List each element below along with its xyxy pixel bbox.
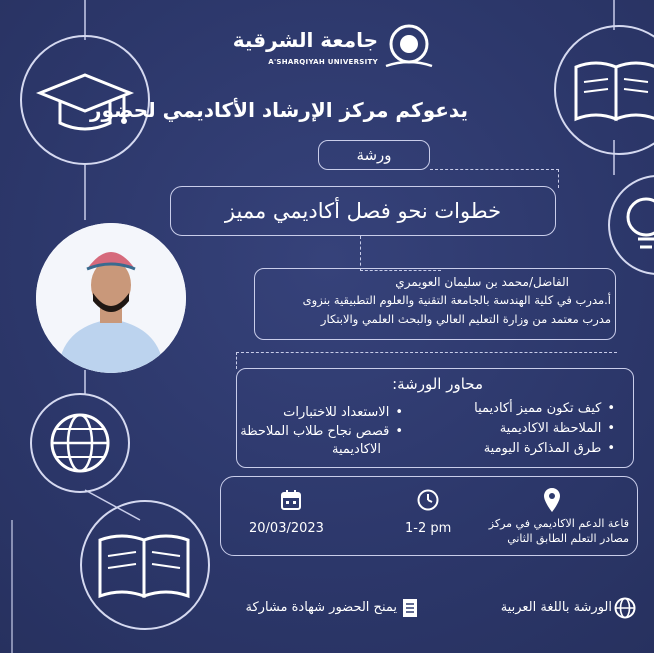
presenter-title: أ.مدرب في كلية الهندسة بالجامعة التقنية والعلوم التطبيقية بنزوى bbox=[302, 293, 611, 307]
university-emblem-icon bbox=[380, 22, 438, 72]
location-line1: قاعة الدعم الاكاديمي في مركز bbox=[488, 517, 629, 530]
calendar-icon bbox=[281, 490, 301, 510]
topics-box bbox=[236, 368, 634, 468]
book-circle-bottom bbox=[80, 500, 210, 630]
workshop-title: خطوات نحو فصل أكاديمي مميز bbox=[224, 199, 502, 223]
open-book-icon bbox=[82, 502, 208, 628]
university-name-en: A'SHARQIYAH UNIVERSITY bbox=[268, 58, 378, 66]
topic-item-continuation: الاكاديمية bbox=[332, 442, 381, 457]
globe-circle bbox=[30, 393, 130, 493]
presenter-certification: مدرب معتمد من وزارة التعليم العالي والبحث العلمي والابتكار bbox=[320, 312, 611, 326]
globe-icon bbox=[614, 597, 636, 619]
event-type-box bbox=[318, 140, 430, 170]
workshop-title-box bbox=[170, 186, 556, 236]
clock-icon bbox=[417, 489, 439, 511]
university-logo bbox=[232, 22, 440, 77]
event-type-label: ورشة bbox=[356, 146, 392, 164]
presenter-box bbox=[254, 268, 616, 340]
connector-dash bbox=[360, 236, 441, 271]
language-note: الورشة باللغة العربية bbox=[500, 600, 612, 615]
location-pin-icon bbox=[544, 488, 560, 512]
topic-item: • الملاحظة الاكاديمية bbox=[500, 421, 615, 436]
presenter-name: الفاضل/محمد بن سليمان العويمري bbox=[395, 275, 569, 289]
globe-icon bbox=[32, 395, 128, 491]
certificate-document-icon bbox=[402, 598, 418, 618]
open-book-icon bbox=[556, 27, 654, 153]
details-box bbox=[220, 476, 638, 556]
topics-heading: محاور الورشة: bbox=[392, 375, 483, 393]
time-value: 1-2 pm bbox=[405, 521, 452, 536]
date-value: 20/03/2023 bbox=[249, 521, 324, 536]
topic-item: • قصص نجاح طلاب الملاحظة bbox=[240, 424, 403, 439]
lightbulb-icon bbox=[610, 177, 654, 273]
university-name-ar: جامعة الشرقية bbox=[232, 28, 378, 52]
topic-item: • طرق المذاكرة اليومية bbox=[484, 441, 615, 456]
lightbulb-circle bbox=[608, 175, 654, 275]
book-circle-top bbox=[554, 25, 654, 155]
invitation-text: يدعوكم مركز الإرشاد الأكاديمي لحضور bbox=[89, 98, 468, 122]
presenter-photo bbox=[36, 223, 186, 373]
connector-dash bbox=[236, 352, 617, 369]
certificate-note: يمنح الحضور شهادة مشاركة bbox=[245, 600, 397, 615]
topic-item: • كيف تكون مميز أكاديميا bbox=[474, 401, 615, 416]
topic-item: • الاستعداد للاختبارات bbox=[283, 405, 403, 420]
presenter-avatar-icon bbox=[36, 223, 186, 373]
location-line2: مصادر التعلم الطابق الثاني bbox=[507, 532, 629, 545]
